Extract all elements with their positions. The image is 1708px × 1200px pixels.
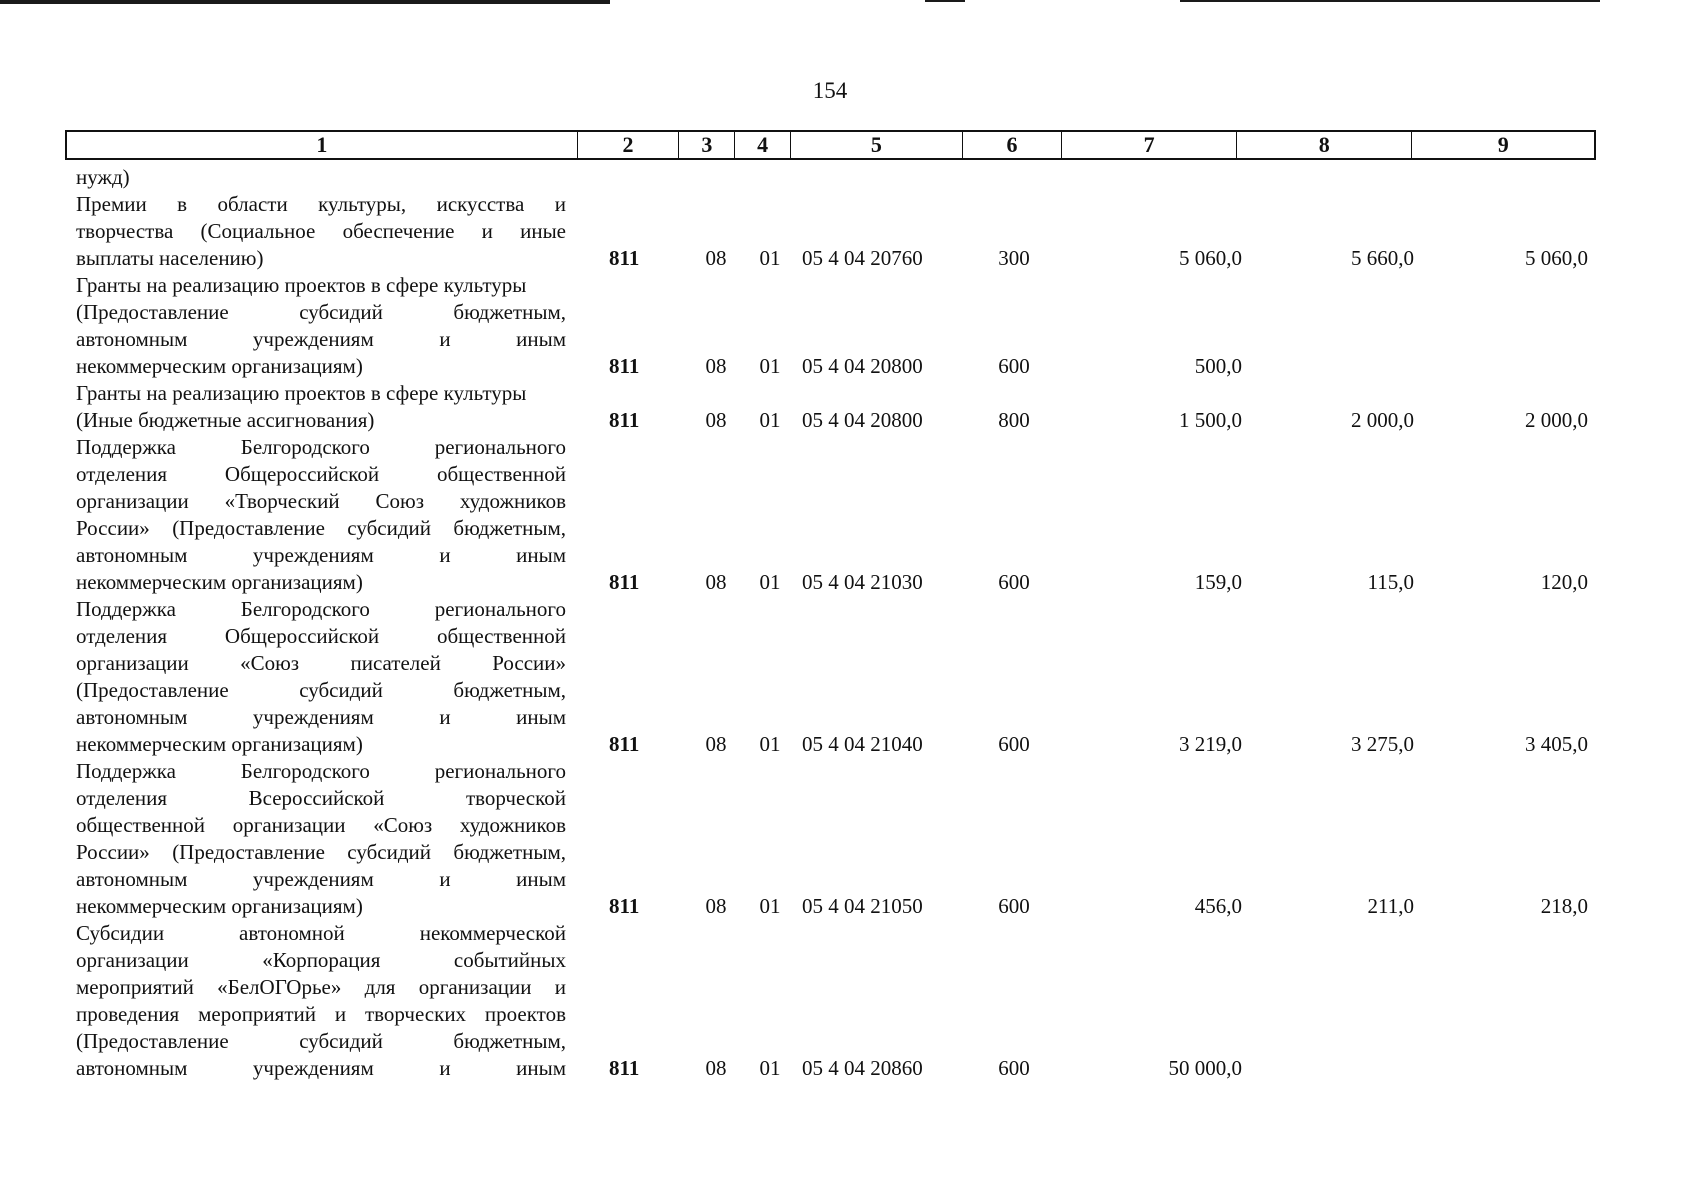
row-description-line: Поддержка Белгородского регионального <box>76 597 566 621</box>
amount-year-2: 115,0 <box>1367 570 1414 594</box>
table-body <box>76 164 1588 1082</box>
ministry-code: 811 <box>609 408 640 432</box>
target-article-code: 05 4 04 20800 <box>802 408 923 432</box>
row-description-line: автономным учреждениям и иным <box>76 867 566 891</box>
table-row <box>76 164 566 191</box>
row-description-line: (Предоставление субсидий бюджетным, <box>76 678 566 702</box>
expense-type-code: 600 <box>998 354 1030 378</box>
amount-year-3: 3 405,0 <box>1525 732 1588 756</box>
row-description-line: организации «Корпорация событийных <box>76 948 566 972</box>
row-description-line: Поддержка Белгородского регионального <box>76 435 566 459</box>
page-number: 154 <box>812 78 848 103</box>
table-row <box>76 596 1588 758</box>
row-description-line: общественной организации «Союз художников <box>76 813 566 837</box>
column-header-9: 9 <box>1497 132 1509 157</box>
scan-edge-mark <box>1180 0 1600 2</box>
table-row <box>76 380 1588 434</box>
amount-year-2: 3 275,0 <box>1351 732 1414 756</box>
amount-year-2: 2 000,0 <box>1351 408 1414 432</box>
row-description-line: выплаты населению) <box>76 246 264 270</box>
column-header-7: 7 <box>1062 132 1237 158</box>
row-description-line: нужд) <box>76 165 130 189</box>
expense-type-code: 600 <box>998 894 1030 918</box>
column-header-3: 3 <box>679 132 735 158</box>
subsection-code: 01 <box>759 246 781 270</box>
row-description-line: мероприятий «БелОГОрье» для организации и <box>76 975 566 999</box>
section-code: 08 <box>705 246 727 270</box>
column-header-8: 8 <box>1237 132 1413 158</box>
expense-type-code: 300 <box>998 246 1030 270</box>
row-description-line: организации «Союз писателей России» <box>76 651 566 675</box>
amount-year-3: 218,0 <box>1540 894 1588 918</box>
row-description-line: Поддержка Белгородского регионального <box>76 759 566 783</box>
target-article-code: 05 4 04 21040 <box>802 732 923 756</box>
ministry-code: 811 <box>609 1056 640 1080</box>
table-row <box>76 434 1588 596</box>
target-article-code: 05 4 04 21030 <box>802 570 923 594</box>
expense-type-code: 600 <box>998 570 1030 594</box>
subsection-code: 01 <box>759 570 781 594</box>
row-description-line: организации «Творческий Союз художников <box>76 489 566 513</box>
row-description-line: проведения мероприятий и творческих проектов <box>76 1002 566 1026</box>
amount-year-1: 456,0 <box>1194 894 1242 918</box>
column-header-1: 1 <box>67 132 578 158</box>
row-description-line: Субсидии автономной некоммерческой <box>76 921 566 945</box>
row-description-line: некоммерческим организациям) <box>76 732 363 756</box>
amount-year-2: 5 660,0 <box>1351 246 1414 270</box>
subsection-code: 01 <box>759 354 781 378</box>
scan-edge-mark <box>925 0 965 2</box>
row-description-line: автономным учреждениям и иным <box>76 1056 566 1080</box>
table-header <box>65 130 1596 160</box>
row-description-line: (Предоставление субсидий бюджетным, <box>76 300 566 324</box>
row-description-line: автономным учреждениям и иным <box>76 543 566 567</box>
row-description-line: (Предоставление субсидий бюджетным, <box>76 1029 566 1053</box>
amount-year-1: 159,0 <box>1194 570 1242 594</box>
amount-year-2 <box>1266 353 1414 380</box>
amount-year-1: 5 060,0 <box>1179 246 1242 270</box>
expense-type-code: 800 <box>998 408 1030 432</box>
row-description-line: (Иные бюджетные ассигнования) <box>76 408 375 432</box>
row-description-line: творчества (Социальное обеспечение и иные <box>76 219 566 243</box>
table-row <box>76 758 1588 920</box>
amount-year-1: 500,0 <box>1194 354 1242 378</box>
ministry-code: 811 <box>609 246 640 270</box>
expense-type-code: 600 <box>998 732 1030 756</box>
row-description-line: Премии в области культуры, искусства и <box>76 192 566 216</box>
section-code: 08 <box>705 570 727 594</box>
target-article-code: 05 4 04 21050 <box>802 894 923 918</box>
ministry-code: 811 <box>609 354 640 378</box>
amount-year-1: 50 000,0 <box>1168 1056 1242 1080</box>
row-description-line: некоммерческим организациям) <box>76 894 363 918</box>
row-description-line: автономным учреждениям и иным <box>76 705 566 729</box>
row-description-line: Гранты на реализацию проектов в сфере культуры <box>76 381 527 405</box>
column-header-6: 6 <box>963 132 1063 158</box>
column-header-2: 2 <box>578 132 680 158</box>
row-description-line: отделения Всероссийской творческой <box>76 786 566 810</box>
amount-year-3 <box>1436 353 1588 380</box>
row-description-line: отделения Общероссийской общественной <box>76 462 566 486</box>
target-article-code: 05 4 04 20760 <box>802 246 923 270</box>
subsection-code: 01 <box>759 894 781 918</box>
row-description-line: отделения Общероссийской общественной <box>76 624 566 648</box>
column-header-5: 5 <box>791 132 963 158</box>
amount-year-2 <box>1266 1055 1414 1082</box>
ministry-code: 811 <box>609 570 640 594</box>
row-description-line: Гранты на реализацию проектов в сфере культуры <box>76 273 527 297</box>
amount-year-1: 3 219,0 <box>1179 732 1242 756</box>
expense-type-code: 600 <box>998 1056 1030 1080</box>
table-row <box>76 272 1242 380</box>
section-code: 08 <box>705 1056 727 1080</box>
table-row <box>76 920 1242 1082</box>
subsection-code: 01 <box>759 732 781 756</box>
ministry-code: 811 <box>609 732 640 756</box>
amount-year-1: 1 500,0 <box>1179 408 1242 432</box>
target-article-code: 05 4 04 20800 <box>802 354 923 378</box>
row-description-line: России» (Предоставление субсидий бюджетным, <box>76 840 566 864</box>
row-description-line: некоммерческим организациям) <box>76 570 363 594</box>
amount-year-3: 5 060,0 <box>1525 246 1588 270</box>
subsection-code: 01 <box>759 408 781 432</box>
row-description-line: некоммерческим организациям) <box>76 354 363 378</box>
row-description-line: автономным учреждениям и иным <box>76 327 566 351</box>
amount-year-3: 2 000,0 <box>1525 408 1588 432</box>
amount-year-3: 120,0 <box>1540 570 1588 594</box>
target-article-code: 05 4 04 20860 <box>802 1056 923 1080</box>
column-header-4: 4 <box>735 132 791 158</box>
table-row <box>76 191 1588 272</box>
row-description-line: России» (Предоставление субсидий бюджетным, <box>76 516 566 540</box>
amount-year-3 <box>1436 1055 1588 1082</box>
section-code: 08 <box>705 354 727 378</box>
scan-edge-mark <box>0 0 610 4</box>
subsection-code: 01 <box>759 1056 781 1080</box>
section-code: 08 <box>705 408 727 432</box>
amount-year-2: 211,0 <box>1367 894 1414 918</box>
section-code: 08 <box>705 894 727 918</box>
ministry-code: 811 <box>609 894 640 918</box>
section-code: 08 <box>705 732 727 756</box>
